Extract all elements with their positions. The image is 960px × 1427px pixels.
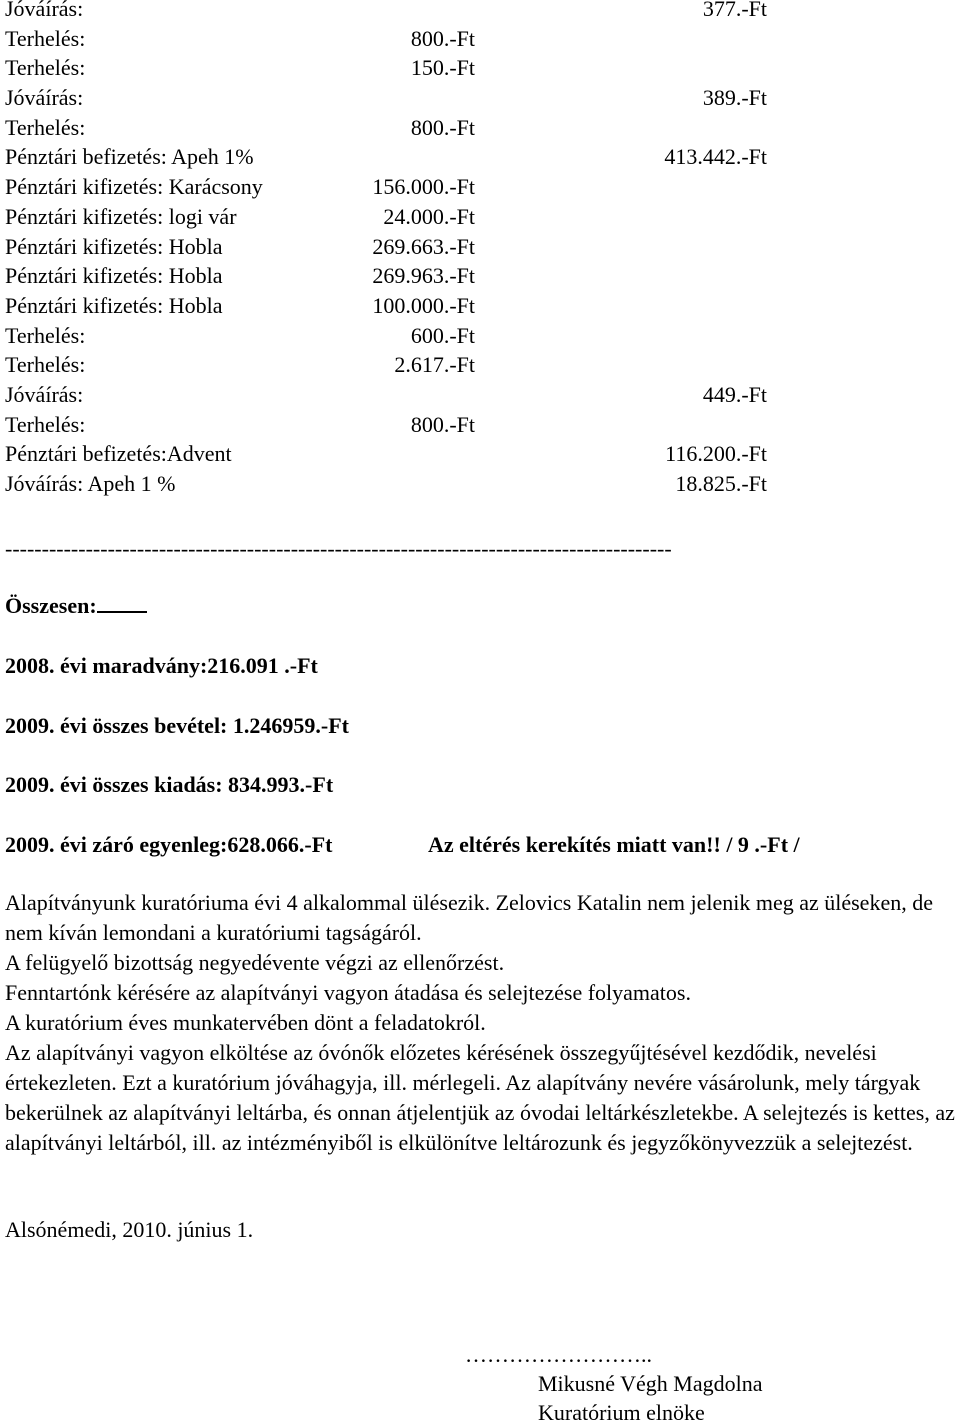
ledger-label: Pénztári befizetés: Apeh 1% — [5, 144, 254, 170]
summary-heading-text: Összesen: — [5, 593, 97, 618]
ledger-row — [5, 142, 955, 172]
ledger-row — [5, 261, 955, 291]
ledger-row — [5, 380, 955, 410]
paragraph-asset-spending: Az alapítványi vagyon elköltése az óvónők előzetes kérésének összegyűjtésével kezdődik, nevelési értekezleten. Ezt a kuratórium jóváhagyja, ill. mérlegeli. Az alapítvány nevére vásárolunk, mely tárgyak bekerülnek az alapítványi leltárba, és onnan átjelentjük az óvodai leltárkészletekbe. A selejtezés is kettes, az alapítványi leltárból, ill. az intézményiből is elkülönítve leltározunk és jegyzőkönyvezzük a selejtezést. — [5, 1040, 955, 1155]
ledger-row — [5, 232, 955, 262]
ledger-row — [5, 172, 955, 202]
ledger-debit-amount: 100.000.-Ft — [372, 292, 475, 318]
ledger-row — [5, 113, 955, 143]
ledger-credit-amount: 389.-Ft — [702, 85, 767, 111]
ledger-debit-amount: 600.-Ft — [410, 322, 475, 348]
paragraph-asset-transfer: Fenntartónk kérésére az alapítványi vagyon átadása és selejtezése folyamatos. — [5, 980, 691, 1005]
ledger-row — [5, 202, 955, 232]
ledger-debit-amount: 2.617.-Ft — [394, 352, 475, 378]
ledger-row — [5, 0, 955, 24]
ledger-label: Pénztári kifizetés: Hobla — [5, 263, 223, 289]
signer-name: Mikusné Végh Magdolna — [538, 1371, 763, 1396]
ledger-label: Pénztári kifizetés: Hobla — [5, 233, 223, 259]
ledger-credit-amount: 116.200.-Ft — [665, 441, 767, 467]
place-and-date: Alsónémedi, 2010. június 1. — [5, 1217, 254, 1242]
summary-rounding-note: Az eltérés kerekítés miatt van!! / 9 .-Ft / — [428, 832, 800, 857]
summary-line-2009-expense: 2009. évi összes kiadás: 834.993.-Ft — [5, 772, 334, 797]
ledger-credit-amount: 413.442.-Ft — [664, 144, 767, 170]
ledger-debit-amount: 800.-Ft — [410, 411, 475, 437]
ledger-row — [5, 350, 955, 380]
ledger-label: Terhelés: — [5, 352, 86, 378]
ledger-label: Terhelés: — [5, 114, 86, 140]
ledger-row — [5, 439, 955, 469]
summary-line-2009-income: 2009. évi összes bevétel: 1.246959.-Ft — [5, 713, 349, 738]
ledger-row — [5, 53, 955, 83]
summary-line-2008-remainder: 2008. évi maradvány:216.091 .-Ft — [5, 653, 318, 678]
ledger-credit-amount: 18.825.-Ft — [675, 471, 767, 496]
ledger-label: Terhelés: — [5, 55, 86, 81]
separator-line: ------------------------------------------------------------------------------------------- — [5, 536, 672, 561]
ledger-debit-amount: 156.000.-Ft — [372, 174, 475, 200]
ledger-credit-amount: 377.-Ft — [702, 0, 767, 21]
paragraph-supervisory-board: A felügyelő bizottság negyedévente végzi az ellenőrzést. — [5, 950, 505, 975]
ledger-label: Pénztári kifizetés: Karácsony — [5, 174, 263, 200]
ledger-label: Jóváírás: — [5, 85, 84, 111]
ledger-table — [5, 0, 955, 499]
heading-underline — [97, 593, 147, 613]
ledger-label: Terhelés: — [5, 322, 86, 348]
paragraph-work-plan: A kuratórium éves munkatervében dönt a feladatokról. — [5, 1010, 486, 1035]
ledger-debit-amount: 800.-Ft — [410, 114, 475, 140]
body-text — [5, 888, 955, 1158]
ledger-debit-amount: 150.-Ft — [410, 55, 475, 81]
signature-block — [465, 1340, 762, 1427]
ledger-debit-amount: 269.663.-Ft — [372, 233, 475, 259]
ledger-label: Pénztári kifizetés: Hobla — [5, 292, 223, 318]
ledger-credit-amount: 449.-Ft — [702, 381, 767, 407]
ledger-debit-amount: 24.000.-Ft — [383, 203, 475, 229]
signature-dots: …………………….. — [465, 1342, 652, 1367]
ledger-row — [5, 291, 955, 321]
ledger-label: Terhelés: — [5, 25, 86, 51]
signer-title: Kuratórium elnöke — [538, 1400, 705, 1425]
ledger-label: Jóváírás: Apeh 1 % — [5, 471, 176, 496]
paragraph-board-meetings: Alapítványunk kuratóriuma évi 4 alkalommal ülésezik. Zelovics Katalin nem jelenik meg az üléseken, de nem kíván lemondani a kuratóriumi tagságáról. — [5, 890, 933, 945]
ledger-label: Terhelés: — [5, 411, 86, 437]
ledger-debit-amount: 269.963.-Ft — [372, 263, 475, 289]
ledger-label: Pénztári befizetés:Advent — [5, 441, 232, 467]
ledger-row — [5, 83, 955, 113]
summary-heading — [5, 592, 147, 620]
summary-line-2009-balance: 2009. évi záró egyenleg:628.066.-Ft — [5, 832, 333, 857]
ledger-label: Pénztári kifizetés: logi vár — [5, 203, 237, 229]
ledger-label: Jóváírás: — [5, 0, 84, 21]
ledger-row — [5, 321, 955, 351]
ledger-row — [5, 24, 955, 54]
ledger-row — [5, 469, 955, 499]
ledger-row — [5, 410, 955, 440]
ledger-debit-amount: 800.-Ft — [410, 25, 475, 51]
ledger-label: Jóváírás: — [5, 381, 84, 407]
